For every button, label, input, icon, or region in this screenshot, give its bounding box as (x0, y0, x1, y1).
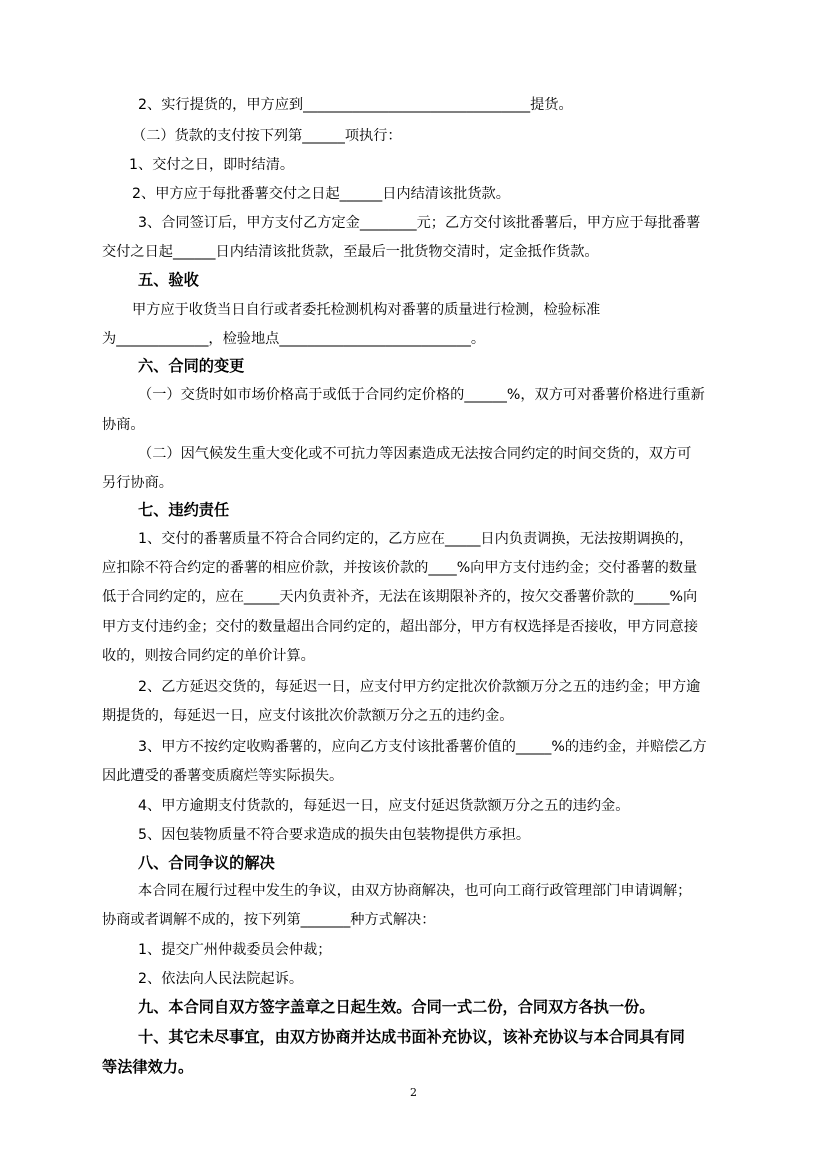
text-line: 协商。 (102, 417, 145, 433)
text-line: 2、甲方应于每批番薯交付之日起______日内结清该批货款。 (132, 186, 510, 202)
text-line: 为_____________，检验地点___________________________。 (102, 331, 486, 347)
section-heading: 八、合同争议的解决 (138, 854, 275, 872)
page-number: 2 (410, 1086, 417, 1099)
text-line: 甲方应于收货当日自行或者委托检测机构对番薯的质量进行检测，检验标准 (132, 302, 601, 318)
text-line: 2、依法向人民法院起诉。 (138, 971, 304, 987)
text-line: 3、合同签订后，甲方支付乙方定金________元；乙方交付该批番薯后，甲方应于每批番薯 (138, 215, 701, 231)
section-heading: 十、其它未尽事宜，由双方协商并达成书面补充协议，该补充协议与本合同具有同 (138, 1028, 685, 1046)
text-line: 另行协商。 (102, 475, 173, 491)
section-heading: 九、本合同自双方签字盖章之日起生效。合同一式二份，合同双方各执一份。 (138, 998, 655, 1016)
text-line: （一）交货时如市场价格高于或低于合同约定价格的______%，双方可对番薯价格进行重新 (138, 387, 705, 403)
text-line: 本合同在履行过程中发生的争议，由双方协商解决，也可向工商行政管理部门申请调解； (138, 883, 692, 899)
text-line: 2、乙方延迟交货的，每延迟一日，应支付甲方约定批次价款额万分之五的违约金；甲方逾 (138, 679, 701, 695)
section-heading: 六、合同的变更 (138, 357, 245, 375)
text-line: 期提货的，每延迟一日，应支付该批次价款额万分之五的违约金。 (102, 708, 514, 724)
text-line: 1、交付的番薯质量不符合合同约定的，乙方应在_____日内负责调换，无法按期调换的， (138, 531, 694, 547)
text-line: （二）货款的支付按下列第______项执行： (132, 128, 402, 144)
text-line: 4、甲方逾期支付货款的，每延迟一日，应支付延迟货款额万分之五的违约金。 (138, 798, 630, 814)
text-line: 因此遭受的番薯变质腐烂等实际损失。 (102, 768, 344, 784)
section-heading: 七、违约责任 (138, 501, 230, 519)
section-heading: 五、验收 (138, 271, 199, 289)
text-line: 1、提交广州仲裁委员会仲裁； (138, 942, 332, 958)
text-line: 交付之日起______日内结清该批货款，至最后一批货物交清时，定金抵作货款。 (102, 244, 599, 260)
text-line: 1、交付之日，即时结清。 (129, 157, 295, 173)
text-line: 2、实行提货的，甲方应到________________________________提货。 (138, 97, 573, 113)
text-line: 5、因包装物质量不符合要求造成的损失由包装物提供方承担。 (138, 827, 531, 843)
text-line: 3、甲方不按约定收购番薯的，应向乙方支付该批番薯价值的_____%的违约金，并赔偿乙方 (138, 739, 707, 755)
text-line: 应扣除不符合约定的番薯的相应价款，并按该价款的____%向甲方支付违约金；交付番薯的数量 (102, 560, 698, 576)
text-line: 收的，则按合同约定的单价计算。 (102, 648, 315, 664)
text-line: 甲方支付违约金；交付的数量超出合同约定的，超出部分，甲方有权选择是否接收，甲方同意接 (102, 619, 698, 635)
section-heading: 等法律效力。 (102, 1058, 194, 1076)
text-line: （二）因气候发生重大变化或不可抗力等因素造成无法按合同约定的时间交货的，双方可 (138, 446, 692, 462)
text-line: 低于合同约定的，应在_____天内负责补齐，无法在该期限补齐的，按欠交番薯价款的_____%向 (102, 589, 698, 605)
text-line: 协商或者调解不成的，按下列第_______种方式解决： (102, 912, 436, 928)
